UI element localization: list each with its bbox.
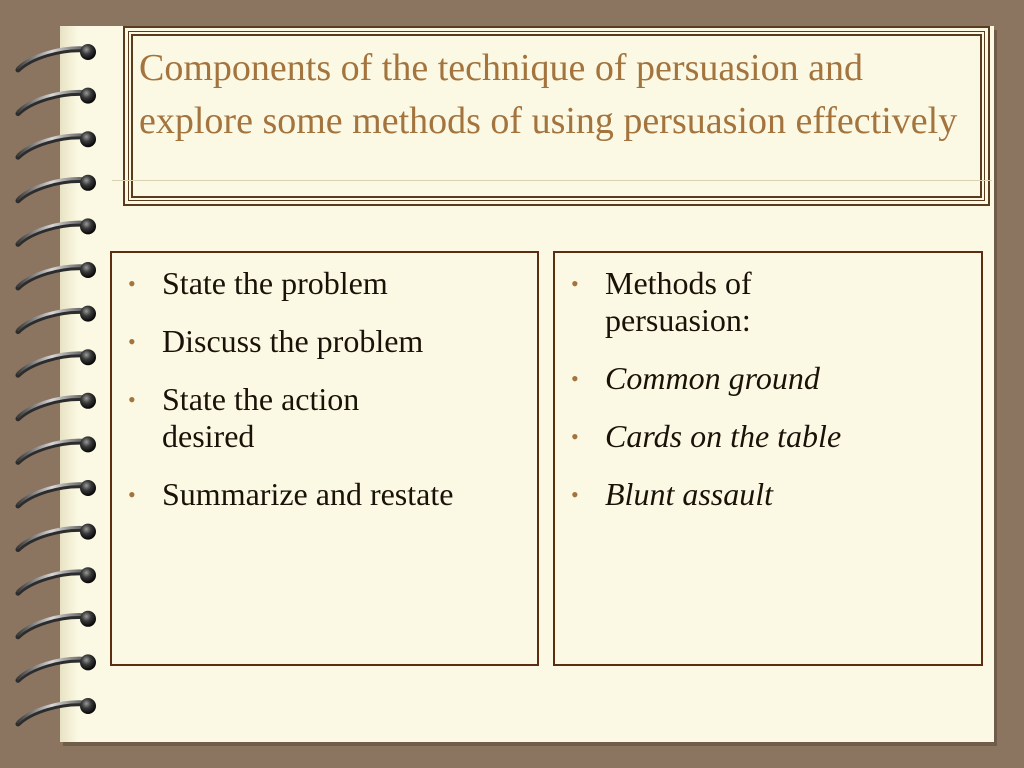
- binding-ring-icon: [18, 262, 96, 288]
- binding-ring-icon: [18, 480, 96, 506]
- steps-list: [126, 265, 529, 534]
- slide-title: Components of the technique of persuasion and explore some methods of using persuasion effectively: [139, 47, 958, 142]
- list-item: • State the problem: [128, 265, 388, 301]
- binding-ring-icon: [18, 436, 96, 462]
- list-item: • Methods of persuasion:: [571, 265, 752, 338]
- binding-ring-icon: [18, 698, 96, 724]
- bullet-icon: •: [128, 482, 136, 507]
- list-item: • Blunt assault: [571, 476, 774, 512]
- binding-ring-icon: [18, 218, 96, 244]
- list-item: • Discuss the problem: [128, 323, 424, 359]
- list-item: • State the action desired: [128, 381, 360, 454]
- binding-ring-icon: [18, 524, 96, 550]
- right-content-box: [553, 251, 983, 666]
- list-item: • Summarize and restate: [128, 476, 454, 512]
- bullet-icon: •: [128, 271, 136, 296]
- binding-ring-icon: [18, 567, 96, 593]
- bullet-icon: •: [128, 329, 136, 354]
- list-item: • Common ground: [571, 360, 820, 396]
- binding-ring-icon: [18, 44, 96, 70]
- binding-ring-icon: [18, 88, 96, 114]
- bullet-icon: •: [571, 482, 579, 507]
- binding-ring-icon: [18, 611, 96, 637]
- bullet-icon: •: [128, 387, 136, 412]
- binding-ring-icon: [18, 175, 96, 201]
- list-item: • Cards on the table: [571, 418, 842, 454]
- spiral-binding: [0, 0, 120, 768]
- title-rule: [112, 180, 992, 181]
- binding-ring-icon: [18, 306, 96, 332]
- bullet-icon: •: [571, 271, 579, 296]
- binding-ring-icon: [18, 393, 96, 419]
- binding-ring-icon: [18, 349, 96, 375]
- binding-ring-icon: [18, 131, 96, 157]
- left-content-box: [110, 251, 539, 666]
- bullet-icon: •: [571, 366, 579, 391]
- bullet-icon: •: [571, 424, 579, 449]
- binding-ring-icon: [18, 654, 96, 680]
- methods-list: [569, 265, 973, 534]
